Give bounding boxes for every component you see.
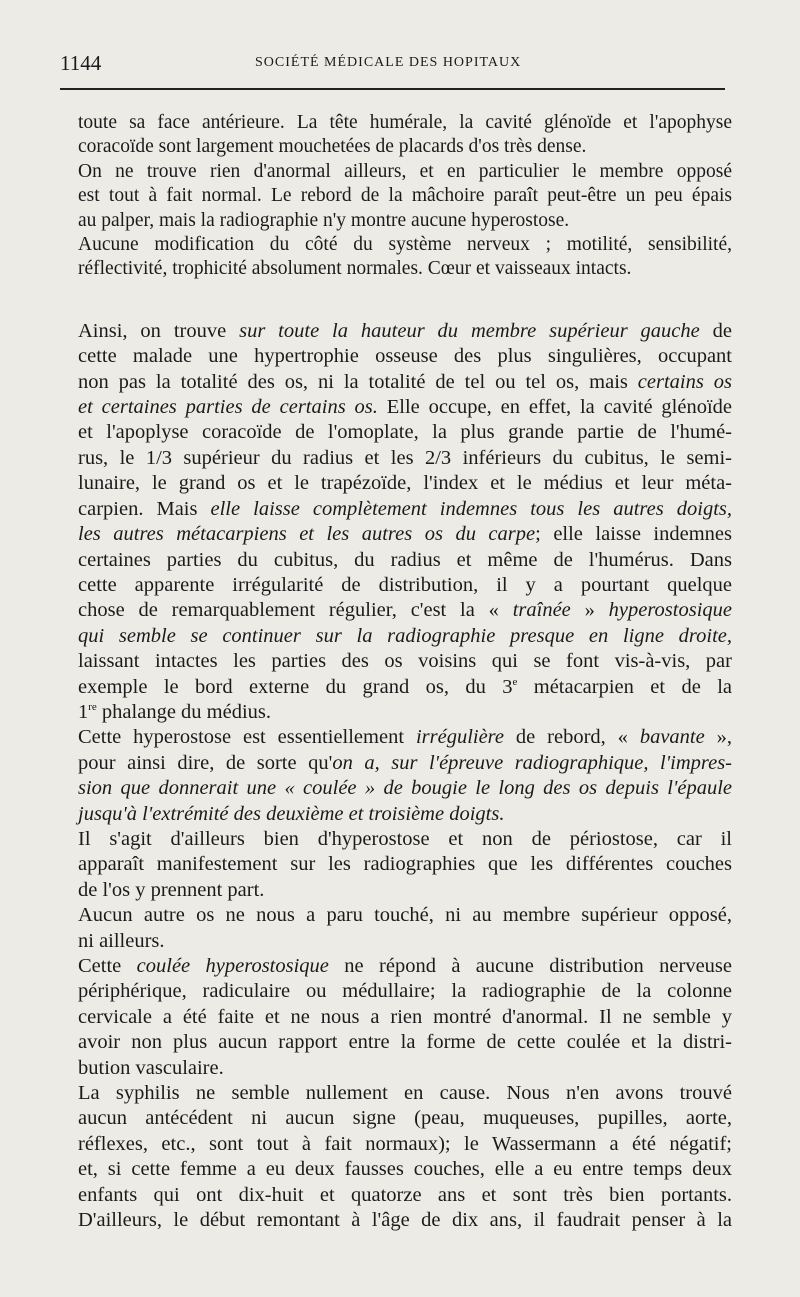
paragraph-1 <box>60 111 732 160</box>
text-line: périphérique, radiculaire ou médullaire; la radiographie de la colonne <box>78 980 732 1003</box>
italic-run: sur toute la hauteur du membre supérieur gauche <box>239 319 700 342</box>
text-line: certaines parties du cubitus, du radius et même de l'humérus. Dans <box>78 548 732 571</box>
text-line: cette apparente irrégularité de distribution, il y a pourtant quelque <box>78 573 732 596</box>
italic-run: coulée hyperostosique <box>136 955 329 977</box>
paragraph-8 <box>60 954 732 1081</box>
superscript: e <box>512 675 518 688</box>
italic-run: les autres métacarpiens et les autres os du carpe <box>78 523 536 546</box>
text-line: enfants qui ont dix-huit et quatorze ans et sont très bien portants. <box>78 1183 732 1206</box>
text-run: pour ainsi dire, de sorte qu' <box>78 751 333 774</box>
text-line: est tout à fait normal. Le rebord de la mâchoire paraît peut-être un peu épais <box>78 185 732 207</box>
text-line: rus, le 1/3 supérieur du radius et les 2/3 inférieurs du cubitus, le semi- <box>78 446 732 469</box>
paragraph-3 <box>60 233 732 282</box>
text-run: Cette <box>78 955 137 977</box>
text-line <box>60 598 732 623</box>
italic-run: certains os <box>637 370 732 393</box>
text-line: avoir non plus aucun rapport entre la forme de cette coulée et la distri- <box>78 1031 732 1054</box>
paragraph-2 <box>60 160 732 233</box>
text-run: carpien. Mais <box>78 497 211 520</box>
text-line: coracoïde sont largement mouchetées de placards d'os très dense. <box>78 136 587 158</box>
text-line: réflexes, etc., sont tout à fait normaux); le Wassermann a été négatif; <box>78 1132 732 1155</box>
running-title: SOCIÉTÉ MÉDICALE DES HOPITAUX <box>255 55 522 70</box>
italic-run: on a, sur l'épreuve radiographique, l'impres- <box>332 751 733 774</box>
italic-run: irrégulière <box>415 726 504 749</box>
text-run: Elle occupe, en effet, la cavité glénoïde <box>377 396 732 419</box>
page-header <box>60 51 730 77</box>
text-line <box>60 370 732 395</box>
italic-run: bavante <box>639 726 705 749</box>
italic-run: et certaines parties de certains os. <box>78 396 378 419</box>
text-line: apparaît manifestement sur les radiographies que les différentes couches <box>78 853 732 876</box>
text-line: et l'apoplyse coracoïde de l'omoplate, la plus grande partie de l'humé- <box>78 421 732 444</box>
page-number: 1144 <box>60 51 102 75</box>
text-line: au palper, mais la radiographie n'y montre aucune hyperostose. <box>78 209 570 231</box>
text-line: laissant intactes les parties des os voisins qui se font vis-à-vis, par <box>78 650 732 673</box>
text-line: La syphilis ne semble nullement en cause. Nous n'en avons trouvé <box>78 1082 732 1105</box>
text-line: jusqu'à l'extrémité des deuxième et troisième doigts. <box>78 802 505 825</box>
text-line: On ne trouve rien d'anormal ailleurs, et en particulier le membre opposé <box>78 160 732 182</box>
text-run: », <box>704 726 733 749</box>
text-line: bution vasculaire. <box>78 1056 224 1079</box>
text-line <box>60 497 732 522</box>
text-run: métacarpien et de la <box>517 675 732 698</box>
text-run: phalange du médius. <box>96 700 272 723</box>
superscript: re <box>88 701 97 714</box>
text-line: et, si cette femme a eu deux fausses couches, elle a eu entre temps deux <box>78 1158 732 1181</box>
paragraph-6 <box>60 827 732 903</box>
body-text <box>60 111 732 1233</box>
text-line: qui semble se continuer sur la radiographie presque en ligne droite, <box>78 624 732 647</box>
text-line: lunaire, le grand os et le trapézoïde, l'index et le médius et leur méta- <box>78 472 732 495</box>
text-line <box>60 751 732 776</box>
text-run: exemple le bord externe du grand os, du 3 <box>78 675 513 698</box>
text-line <box>60 954 732 979</box>
text-line: cervicale a été faite et ne nous a rien montré d'anormal. Il ne semble y <box>78 1005 732 1028</box>
text-run: Ainsi, on trouve <box>78 319 240 342</box>
text-run: de <box>699 319 733 342</box>
italic-run: elle laisse complètement indemnes tous les autres doigts, <box>210 497 732 520</box>
text-line: ni ailleurs. <box>78 929 165 952</box>
text-line: aucun antécédent ni aucun signe (peau, muqueuses, pupilles, aorte, <box>78 1107 732 1130</box>
text-line <box>60 675 732 700</box>
text-run: non pas la totalité des os, ni la totalité de tel ou tel os, mais <box>78 370 638 393</box>
text-line <box>60 725 732 750</box>
text-run: ; elle laisse indemnes <box>535 523 732 546</box>
text-line: de l'os y prennent part. <box>78 878 265 901</box>
text-line: toute sa face antérieure. La tête humérale, la cavité glénoïde et l'apophyse <box>78 112 732 133</box>
text-run: Cette hyperostose est essentiellement <box>78 726 416 749</box>
text-line: cette malade une hypertrophie osseuse des plus singulières, occupant <box>78 345 732 368</box>
text-line: sion que donnerait une « coulée » de bougie le long des os depuis l'épaule <box>78 777 732 800</box>
text-line: D'ailleurs, le début remontant à l'âge de dix ans, il faudrait penser à la <box>78 1209 732 1232</box>
text-line: Il s'agit d'ailleurs bien d'hyperostose et non de périostose, car il <box>78 827 732 850</box>
text-line: Aucune modification du côté du système nerveux ; motilité, sensibilité, <box>78 234 732 256</box>
text-run: chose de remarquablement régulier, c'est la « <box>78 599 513 622</box>
text-run: 1 <box>78 700 89 723</box>
header-rule <box>60 88 725 90</box>
paragraph-9 <box>60 1081 732 1233</box>
text-run: ne répond à aucune distribution nerveuse <box>328 955 733 977</box>
text-line <box>60 395 732 420</box>
text-line <box>60 319 732 344</box>
paragraph-5 <box>60 725 732 827</box>
italic-run: hyperostosique <box>608 599 732 622</box>
paragraph-4 <box>60 319 732 726</box>
text-run: de rebord, « <box>504 726 640 749</box>
paragraph-7 <box>60 903 732 954</box>
text-line <box>60 700 732 725</box>
text-line: Aucun autre os ne nous a paru touché, ni au membre supérieur opposé, <box>78 904 732 927</box>
text-run: » <box>570 599 609 622</box>
text-line <box>60 522 732 547</box>
italic-run: traînée <box>512 599 571 622</box>
text-line: réflectivité, trophicité absolument normales. Cœur et vaisseaux intacts. <box>78 258 632 280</box>
